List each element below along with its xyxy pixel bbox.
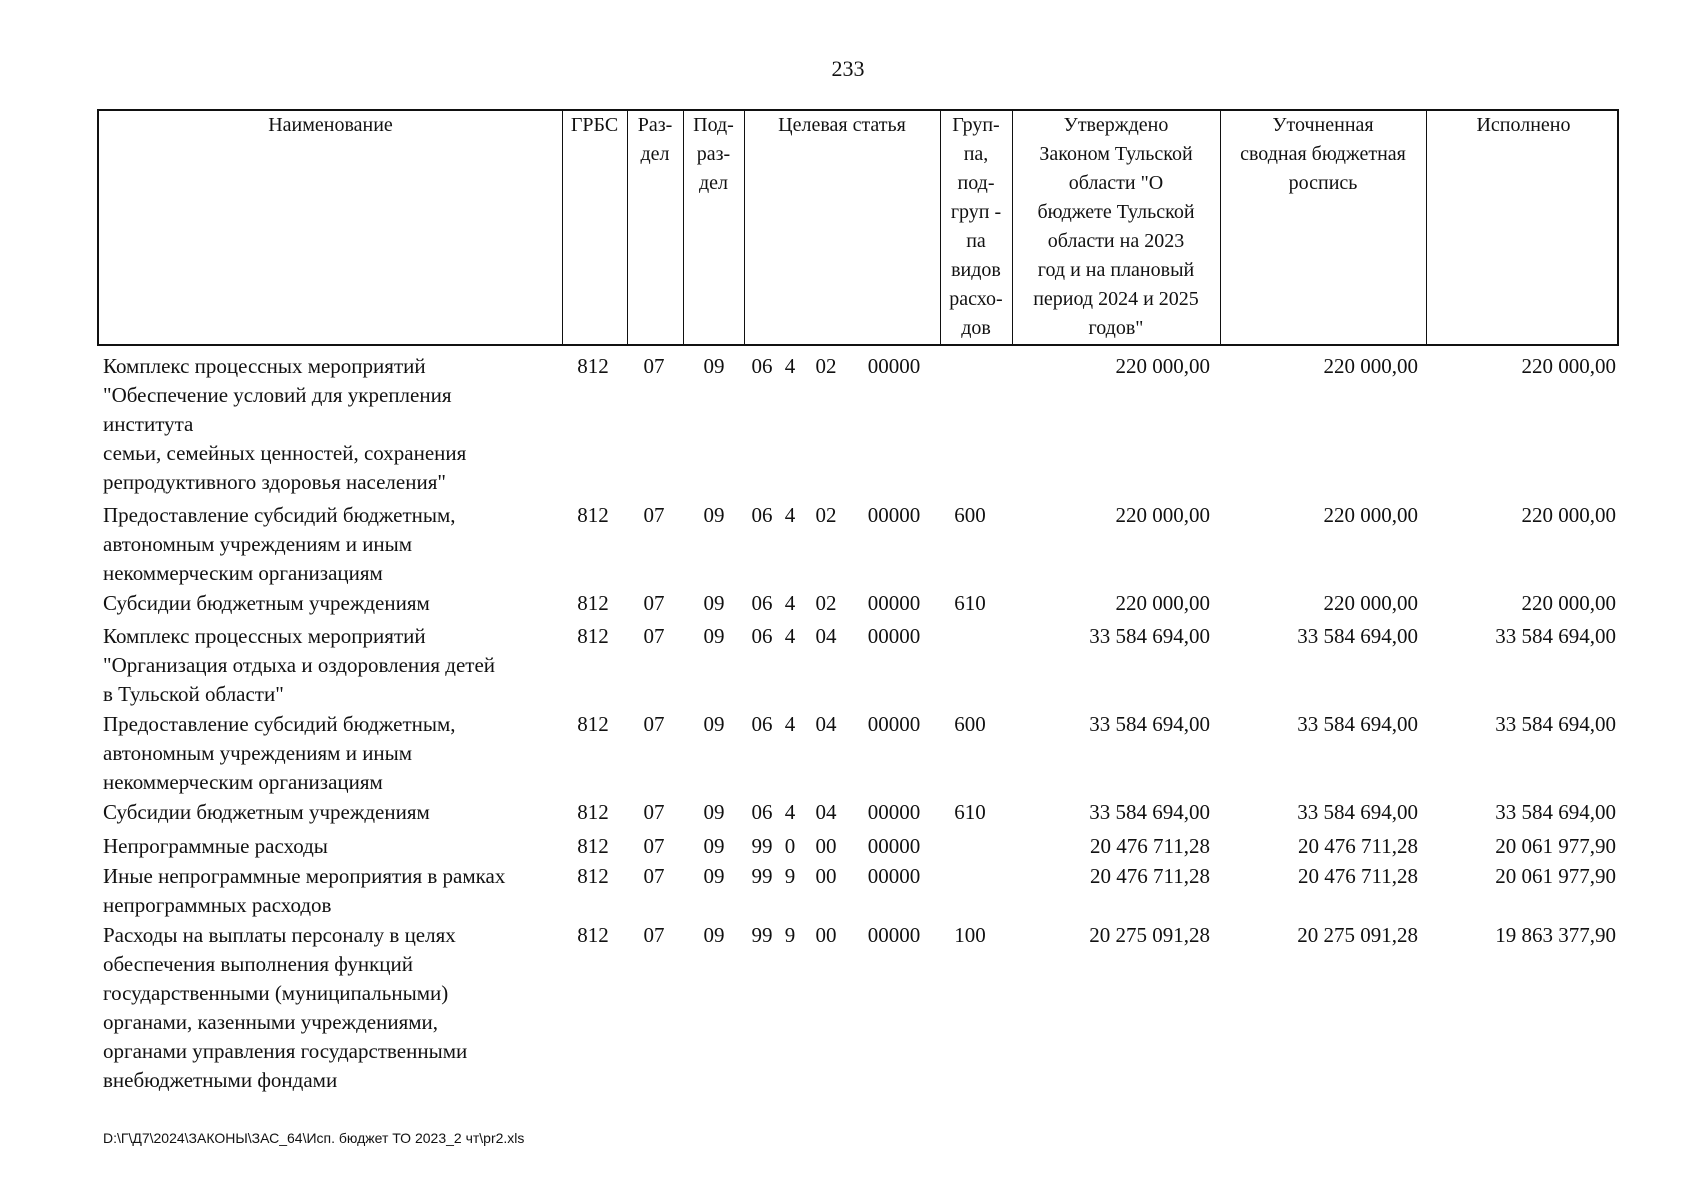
refined-amount: 20 476 711,28 [1298, 834, 1418, 858]
executed-amount: 33 584 694,00 [1495, 800, 1616, 824]
target-program-cell: 06 [751, 624, 773, 648]
row-name: Субсидии бюджетным учреждениям [103, 591, 430, 615]
target-program-cell: 99 [751, 923, 773, 947]
row-name: Расходы на выплаты персоналу в целях обеспечения выполнения функций государственными (муниципальными) органами, казенными учреждениями, органами управления государственными внебюджетными фондами [103, 923, 468, 1092]
expense-group-cell: 600 [954, 503, 986, 527]
podrazdel-cell: 09 [703, 923, 725, 947]
row-name: Иные непрограммные мероприятия в рамках непрограммных расходов [103, 864, 506, 917]
executed-amount: 20 061 977,90 [1495, 864, 1616, 888]
target-program-cell: 99 [751, 864, 773, 888]
row-name: Предоставление субсидий бюджетным, автономным учреждениям и иным некоммерческим организациям [103, 712, 456, 794]
razdel-cell: 07 [643, 624, 665, 648]
target-event-cell: 04 [815, 712, 837, 736]
razdel-cell: 07 [643, 503, 665, 527]
header-target-article: Целевая статья [778, 114, 906, 136]
approved-amount: 33 584 694,00 [1089, 624, 1210, 648]
target-direction-cell: 00000 [867, 354, 921, 378]
razdel-cell: 07 [643, 712, 665, 736]
podrazdel-cell: 09 [703, 503, 725, 527]
target-direction-cell: 00000 [867, 834, 921, 858]
grbs-cell: 812 [577, 923, 609, 947]
page-number: 233 [831, 56, 865, 81]
target-program-cell: 99 [751, 834, 773, 858]
refined-amount: 220 000,00 [1323, 591, 1418, 615]
header-expense-group: Груп- па, под- груп - па видов расхо- дов [949, 114, 1003, 339]
approved-amount: 220 000,00 [1115, 503, 1210, 527]
target-direction-cell: 00000 [867, 712, 921, 736]
approved-amount: 220 000,00 [1115, 354, 1210, 378]
header-grbs: ГРБС [570, 114, 619, 136]
footer-file-path: D:\Г\Д7\2024\ЗАКОНЫ\ЗАС_64\Исп. бюджет ТО 2023_2 чт\pr2.xls [103, 1130, 525, 1146]
podrazdel-cell: 09 [703, 354, 725, 378]
target-program-cell: 06 [751, 354, 773, 378]
executed-amount: 19 863 377,90 [1495, 923, 1616, 947]
refined-amount: 20 476 711,28 [1298, 864, 1418, 888]
row-name: Комплекс процессных мероприятий "Организация отдыха и оздоровления детей в Тульской области" [103, 624, 496, 706]
row-name: Комплекс процессных мероприятий "Обеспечение условий для укрепления института семьи, семейных ценностей, сохранения репродуктивного здоровья населения" [103, 354, 467, 494]
grbs-cell: 812 [577, 800, 609, 824]
target-subprogram-cell: 4 [784, 503, 796, 527]
podrazdel-cell: 09 [703, 712, 725, 736]
executed-amount: 33 584 694,00 [1495, 712, 1616, 736]
target-event-cell: 02 [815, 591, 837, 615]
header-name: Наименование [268, 114, 393, 136]
row-name: Субсидии бюджетным учреждениям [103, 800, 430, 824]
target-subprogram-cell: 9 [784, 923, 796, 947]
grbs-cell: 812 [577, 712, 609, 736]
target-program-cell: 06 [751, 503, 773, 527]
refined-amount: 33 584 694,00 [1297, 712, 1418, 736]
razdel-cell: 07 [643, 834, 665, 858]
header-podrazdel: Под- раз- дел [693, 114, 734, 194]
refined-amount: 33 584 694,00 [1297, 800, 1418, 824]
podrazdel-cell: 09 [703, 624, 725, 648]
expense-group-cell: 600 [954, 712, 986, 736]
target-event-cell: 00 [815, 864, 837, 888]
podrazdel-cell: 09 [703, 834, 725, 858]
target-direction-cell: 00000 [867, 800, 921, 824]
razdel-cell: 07 [643, 923, 665, 947]
target-event-cell: 00 [815, 923, 837, 947]
razdel-cell: 07 [643, 864, 665, 888]
podrazdel-cell: 09 [703, 800, 725, 824]
target-subprogram-cell: 4 [784, 354, 796, 378]
target-subprogram-cell: 4 [784, 624, 796, 648]
podrazdel-cell: 09 [703, 591, 725, 615]
header-refined: Уточненная сводная бюджетная роспись [1240, 114, 1406, 194]
target-subprogram-cell: 4 [784, 591, 796, 615]
target-program-cell: 06 [751, 712, 773, 736]
executed-amount: 33 584 694,00 [1495, 624, 1616, 648]
target-subprogram-cell: 4 [784, 712, 796, 736]
grbs-cell: 812 [577, 864, 609, 888]
header-approved: Утверждено Законом Тульской области "О бюджете Тульской области на 2023 год и на плановый период 2024 и 2025 годов" [1033, 114, 1199, 339]
target-event-cell: 02 [815, 503, 837, 527]
expense-group-cell: 610 [954, 800, 986, 824]
row-name: Непрограммные расходы [103, 834, 328, 858]
approved-amount: 220 000,00 [1115, 591, 1210, 615]
target-event-cell: 02 [815, 354, 837, 378]
razdel-cell: 07 [643, 591, 665, 615]
target-direction-cell: 00000 [867, 591, 921, 615]
approved-amount: 20 275 091,28 [1089, 923, 1210, 947]
razdel-cell: 07 [643, 354, 665, 378]
approved-amount: 33 584 694,00 [1089, 712, 1210, 736]
refined-amount: 220 000,00 [1323, 354, 1418, 378]
grbs-cell: 812 [577, 503, 609, 527]
table-header [97, 109, 1619, 346]
executed-amount: 220 000,00 [1521, 591, 1616, 615]
header-executed: Исполнено [1476, 114, 1571, 136]
target-event-cell: 04 [815, 624, 837, 648]
executed-amount: 220 000,00 [1521, 354, 1616, 378]
target-event-cell: 04 [815, 800, 837, 824]
approved-amount: 33 584 694,00 [1089, 800, 1210, 824]
expense-group-cell: 610 [954, 591, 986, 615]
refined-amount: 220 000,00 [1323, 503, 1418, 527]
target-subprogram-cell: 4 [784, 800, 796, 824]
target-program-cell: 06 [751, 591, 773, 615]
grbs-cell: 812 [577, 591, 609, 615]
executed-amount: 20 061 977,90 [1495, 834, 1616, 858]
grbs-cell: 812 [577, 354, 609, 378]
target-direction-cell: 00000 [867, 503, 921, 527]
grbs-cell: 812 [577, 834, 609, 858]
target-direction-cell: 00000 [867, 923, 921, 947]
approved-amount: 20 476 711,28 [1090, 864, 1210, 888]
expense-group-cell: 100 [954, 923, 986, 947]
grbs-cell: 812 [577, 624, 609, 648]
target-program-cell: 06 [751, 800, 773, 824]
target-event-cell: 00 [815, 834, 837, 858]
refined-amount: 33 584 694,00 [1297, 624, 1418, 648]
target-direction-cell: 00000 [867, 864, 921, 888]
razdel-cell: 07 [643, 800, 665, 824]
target-direction-cell: 00000 [867, 624, 921, 648]
executed-amount: 220 000,00 [1521, 503, 1616, 527]
approved-amount: 20 476 711,28 [1090, 834, 1210, 858]
header-razdel: Раз- дел [637, 114, 673, 165]
row-name: Предоставление субсидий бюджетным, автономным учреждениям и иным некоммерческим организациям [103, 503, 456, 585]
target-subprogram-cell: 9 [784, 864, 796, 888]
refined-amount: 20 275 091,28 [1297, 923, 1418, 947]
podrazdel-cell: 09 [703, 864, 725, 888]
target-subprogram-cell: 0 [784, 834, 796, 858]
